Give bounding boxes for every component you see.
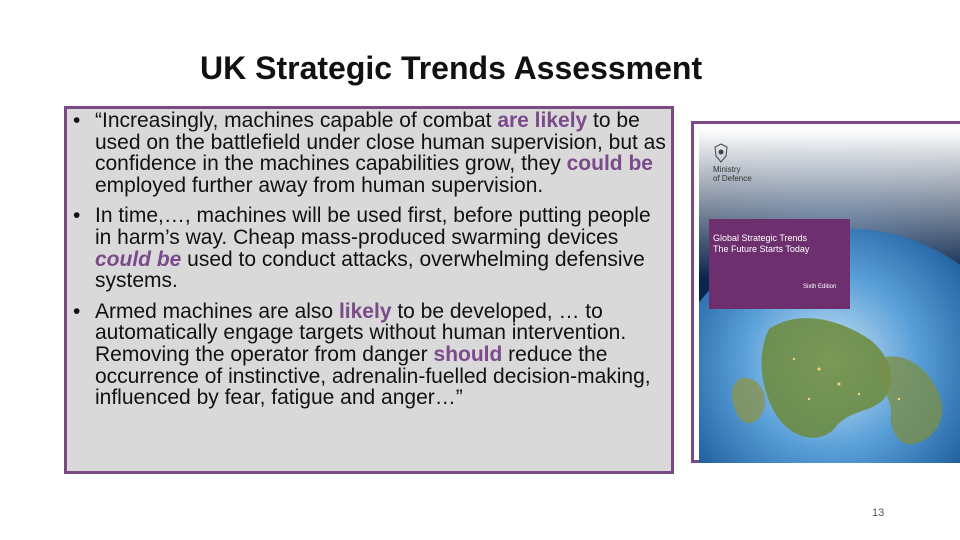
emphasized-phrase: are likely bbox=[497, 109, 588, 132]
quote-text: “Increasingly, machines capable of combat bbox=[95, 109, 498, 132]
quote-box bbox=[64, 106, 674, 474]
emphasized-phrase: could be bbox=[566, 152, 653, 176]
crest-icon bbox=[713, 143, 729, 163]
quote-text: to be used on the battlefield under close human supervision, but as confidence in the machines capabilities grow, they bbox=[95, 109, 666, 176]
report-cover-image bbox=[699, 129, 960, 463]
bullet-marker: • bbox=[73, 109, 81, 132]
quote-bullet-item bbox=[73, 301, 667, 409]
report-cover-frame bbox=[691, 121, 960, 463]
quote-text: Armed machines are also bbox=[95, 299, 339, 323]
bullet-marker: • bbox=[73, 204, 81, 228]
quote-bullet-list bbox=[73, 110, 667, 418]
bullet-marker: • bbox=[73, 299, 81, 323]
quote-text: In time,…, machines will be used first, before putting people in harm’s way. Cheap mass-produced swarming devices bbox=[95, 204, 651, 249]
publisher-line-1: Ministry bbox=[713, 165, 741, 174]
cover-title-line-1: Global Strategic Trends bbox=[713, 233, 808, 243]
quote-text: reduce the occurrence of instinctive, adrenalin-fuelled decision-making, influenced by fear, fatigue and anger…” bbox=[95, 342, 651, 410]
quote-bullet-item bbox=[73, 110, 667, 196]
cover-title-line-2: The Future Starts Today bbox=[713, 244, 810, 254]
cover-edition: Sixth Edition bbox=[803, 284, 837, 290]
emphasized-phrase: could be bbox=[95, 247, 182, 271]
publisher-name bbox=[713, 165, 793, 183]
emphasized-phrase: should bbox=[433, 342, 503, 366]
cover-title bbox=[713, 233, 853, 255]
publisher-line-2: of Defence bbox=[713, 174, 752, 183]
quote-text: used to conduct attacks, overwhelming defensive systems. bbox=[95, 247, 645, 293]
emphasized-phrase: likely bbox=[338, 299, 392, 323]
quote-text: to be developed, … to automatically engage targets without human intervention. Removing the operator from danger bbox=[95, 299, 627, 366]
quote-text: employed further away from human supervision. bbox=[95, 173, 544, 197]
page-number: 13 bbox=[872, 507, 885, 519]
slide-title: UK Strategic Trends Assessment bbox=[200, 50, 703, 86]
quote-bullet-item bbox=[73, 205, 667, 291]
